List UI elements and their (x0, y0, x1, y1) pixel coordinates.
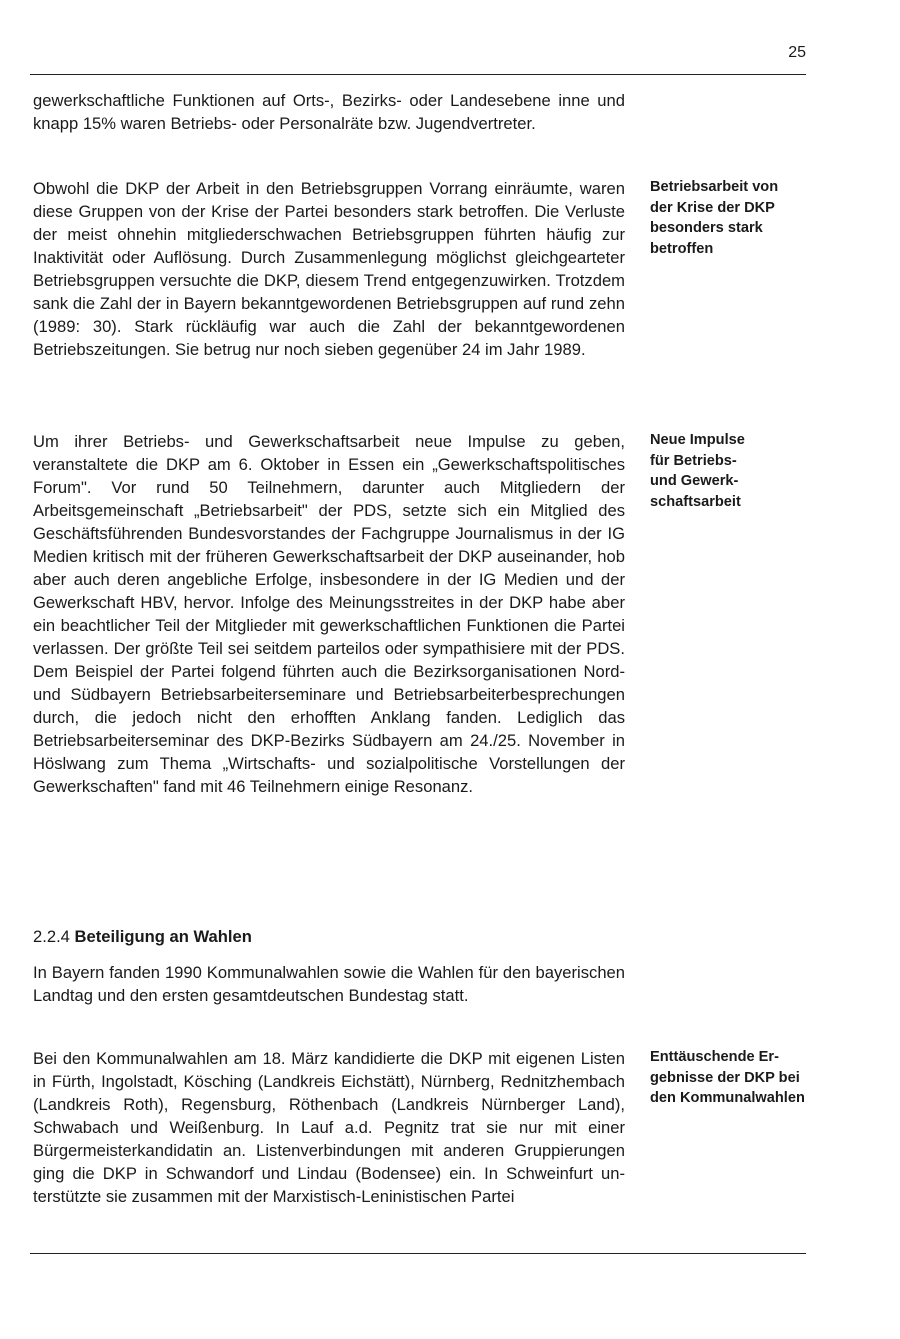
paragraph-gewerkschaftsforum: Um ihrer Betriebs- und Gewerkschaftsarbeit neue Impulse zu geben, veranstaltete die DKP am 6. Oktober in Essen ein „Gewerkschaftspolitisches Forum". Vor rund 50 Teilnehmern, darunter auch Mitgliedern der Arbeitsgemeinschaft „Betriebsarbeit" der PDS, setzte sich ein Mitglied des Geschäftsführenden Bundesvorstandes der Fachgruppe Journalismus in der IG Medien kritisch mit der früheren Gewerkschaftsarbeit der DKP auseinander, hob aber auch deren angebliche Erfolge, insbesondere in der IG Medien und der Gewerkschaft HBV, hervor. Infolge des Meinungsstreites in der DKP habe aber ein beachtlicher Teil der Mitglieder mit gewerkschaftlichen Funktionen die Partei verlassen. Der größte Teil sei seitdem parteilos oder sympathisiere mit der PDS. Dem Beispiel der Partei folgend führten auch die Bezirksorganisationen Nord- und Südbayern Betriebsarbeiterseminare und Betriebsarbeiterbesprechungen durch, die jedoch nicht den erhofften Anklang fanden. Lediglich das Betriebsarbeiterseminar des DKP-Bezirks Südbayern am 24./25. November in Höslwang zum Thema „Wirtschafts- und sozialpolitische Vorstellungen der Gewerkschaften" fand mit 46 Teilnehmern einige Resonanz. (33, 432, 625, 796)
margin-note-betriebsarbeit: Betriebsarbeit von der Krise der DKP besonders stark betroffen (650, 179, 779, 257)
section-number: 2.2.4 (33, 927, 70, 946)
section-title: Beteiligung an Wahlen (74, 927, 252, 946)
paragraph-wahlen-intro: In Bayern fanden 1990 Kommunalwahlen sowie die Wahlen für den bayerischen Landtag und den ersten gesamtdeutschen Bundestag statt. (33, 963, 625, 1005)
page-number: 25 (788, 44, 806, 61)
paragraph-kommunalwahlen: Bei den Kommunalwahlen am 18. März kandidierte die DKP mit eigenen Listen in Fürth, Ingolstadt, Kösching (Landkreis Eichstätt), Nürnberg, Rednitzhembach (Landkreis Roth), Regensburg, Röthenbach (Landkreis Nürnberger Land), Schwabach und Weißenburg. In Lauf a.d. Pegnitz trat sie nur mit einer Bürgermeisterkandidatin an. Listenverbindungen mit anderen Gruppierungen ging die DKP in Schwandorf und Lindau (Bodensee) ein. In Schweinfurt unterstützte sie zusammen mit der Marxistisch-Leninistischen Partei (33, 1049, 625, 1206)
section-heading (33, 925, 252, 948)
header-rule (30, 74, 806, 75)
paragraph-funktionen: gewerkschaftliche Funktionen auf Orts-, Bezirks- oder Landesebene inne und knapp 15% waren Betriebs- oder Personalräte bzw. Jugendvertreter. (33, 91, 625, 133)
paragraph-betriebsgruppen: Obwohl die DKP der Arbeit in den Betriebsgruppen Vorrang einräumte, waren diese Gruppen von der Krise der Partei besonders stark betroffen. Die Verluste der meist ohnehin mitgliederschwachen Betriebsgruppen führten häufig zur Inaktivität oder Auflösung. Durch Zusammenlegung möglichst gleichgearteter Betriebsgruppen versuchte die DKP, diesem Trend entgegenzuwirken. Trotzdem sank die Zahl der in Bayern bekanntgewordenen Betriebsgruppen auf rund zehn (1989: 30). Stark rückläufig war auch die Zahl der bekanntgewordenen Betriebszeitungen. Sie betrug nur noch sieben gegenüber 24 im Jahr 1989. (33, 179, 625, 359)
margin-note-neue-impulse: Neue Impulse für Betriebs- und Gewerkschaftsarbeit (650, 432, 745, 510)
footer-rule (30, 1253, 806, 1254)
margin-note-kommunalwahlen: Enttäuschende Ergebnisse der DKP bei den Kommunalwahlen (650, 1049, 805, 1107)
